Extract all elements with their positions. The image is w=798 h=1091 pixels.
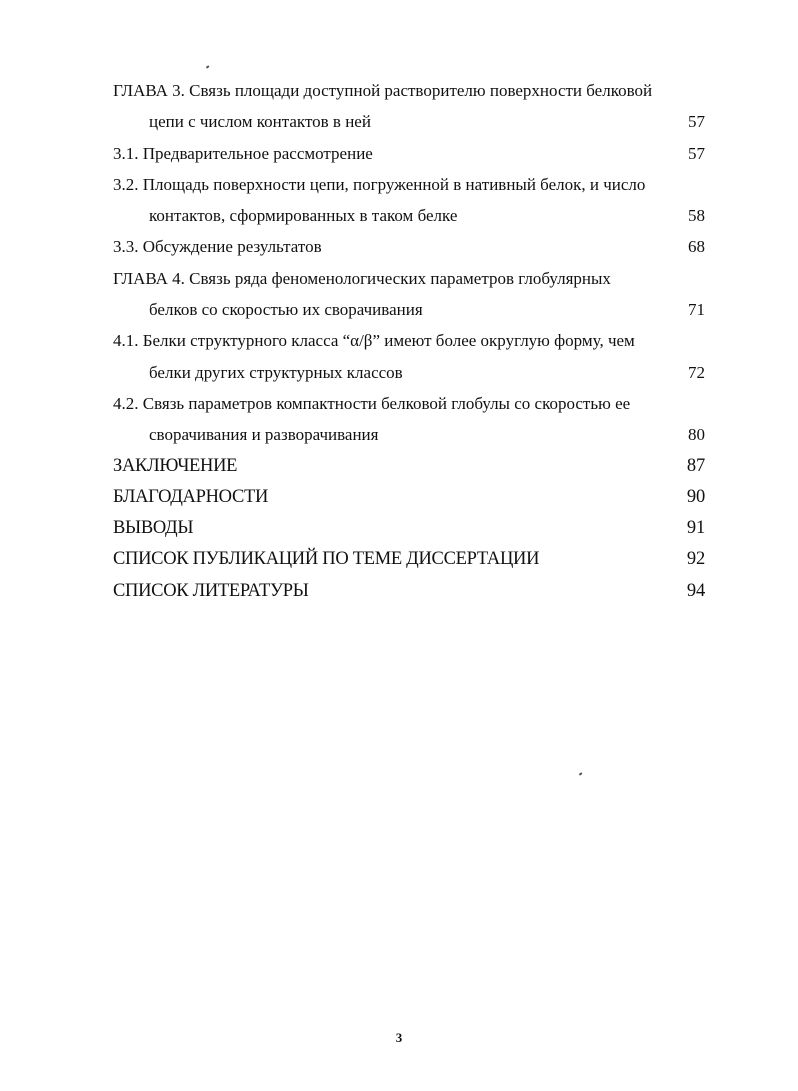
toc-entry-text: БЛАГОДАРНОСТИ	[113, 486, 269, 507]
toc-page-number: 57	[688, 112, 705, 132]
toc-entry-text: ЗАКЛЮЧЕНИЕ	[113, 455, 238, 476]
table-of-contents	[113, 75, 705, 607]
toc-entry-chapter-4	[113, 263, 705, 294]
toc-entry-chapter-3	[113, 75, 705, 106]
toc-entry-4-2	[113, 388, 705, 419]
toc-page-number: 87	[686, 455, 705, 476]
toc-page-number: 57	[688, 143, 705, 163]
toc-entry-4-1-cont	[113, 357, 705, 388]
toc-page-number: 68	[688, 237, 705, 257]
page-number: 3	[395, 1030, 403, 1045]
toc-entry-chapter-3-cont	[113, 106, 705, 137]
toc-entry-text: цепи с числом контактов в ней	[149, 112, 371, 132]
toc-entry-text: ГЛАВА 4. Связь ряда феноменологических параметров глобулярных	[113, 268, 611, 288]
toc-entry-conclusion	[113, 451, 705, 482]
toc-entry-text: 3.3. Обсуждение результатов	[113, 237, 322, 257]
toc-entry-text: белков со скоростью их сворачивания	[149, 300, 423, 320]
toc-entry-publications	[113, 544, 705, 575]
scan-speck	[206, 65, 209, 68]
scan-speck	[579, 772, 582, 775]
toc-page-number: 92	[686, 549, 705, 570]
toc-entry-acknowledgements	[113, 482, 705, 513]
toc-entry-text: контактов, сформированных в таком белке	[149, 206, 458, 226]
toc-entry-references	[113, 576, 705, 607]
toc-entry-4-2-cont	[113, 419, 705, 450]
toc-page-number: 80	[688, 425, 705, 445]
toc-entry-findings	[113, 513, 705, 544]
toc-entry-text: сворачивания и разворачивания	[149, 425, 379, 445]
toc-page-number: 90	[686, 486, 705, 507]
toc-entry-text: 4.2. Связь параметров компактности белковой глобулы со скоростью ее	[113, 393, 631, 413]
toc-entry-text: СПИСОК ПУБЛИКАЦИЙ ПО ТЕМЕ ДИССЕРТАЦИИ	[113, 549, 540, 570]
toc-entry-text: ВЫВОДЫ	[113, 518, 194, 539]
toc-entry-3-1	[113, 138, 705, 169]
toc-entry-3-3	[113, 231, 705, 262]
toc-entry-3-2	[113, 169, 705, 200]
toc-entry-4-1	[113, 325, 705, 356]
toc-entry-text: СПИСОК ЛИТЕРАТУРЫ	[113, 580, 309, 601]
toc-page-number: 71	[688, 300, 705, 320]
toc-entry-text: 3.2. Площадь поверхности цепи, погруженной в нативный белок, и число	[113, 174, 646, 194]
toc-page-number: 72	[688, 362, 705, 382]
toc-page-number: 58	[688, 206, 705, 226]
toc-entry-text: 3.1. Предварительное рассмотрение	[113, 143, 373, 163]
toc-page-number: 91	[686, 518, 705, 539]
toc-entry-3-2-cont	[113, 200, 705, 231]
toc-entry-chapter-4-cont	[113, 294, 705, 325]
toc-entry-text: белки других структурных классов	[149, 362, 403, 382]
toc-entry-text: ГЛАВА 3. Связь площади доступной растворителю поверхности белковой	[113, 81, 653, 100]
toc-page-number: 94	[686, 580, 705, 601]
toc-entry-text: 4.1. Белки структурного класса “α/β” имеют более округлую форму, чем	[113, 331, 635, 351]
